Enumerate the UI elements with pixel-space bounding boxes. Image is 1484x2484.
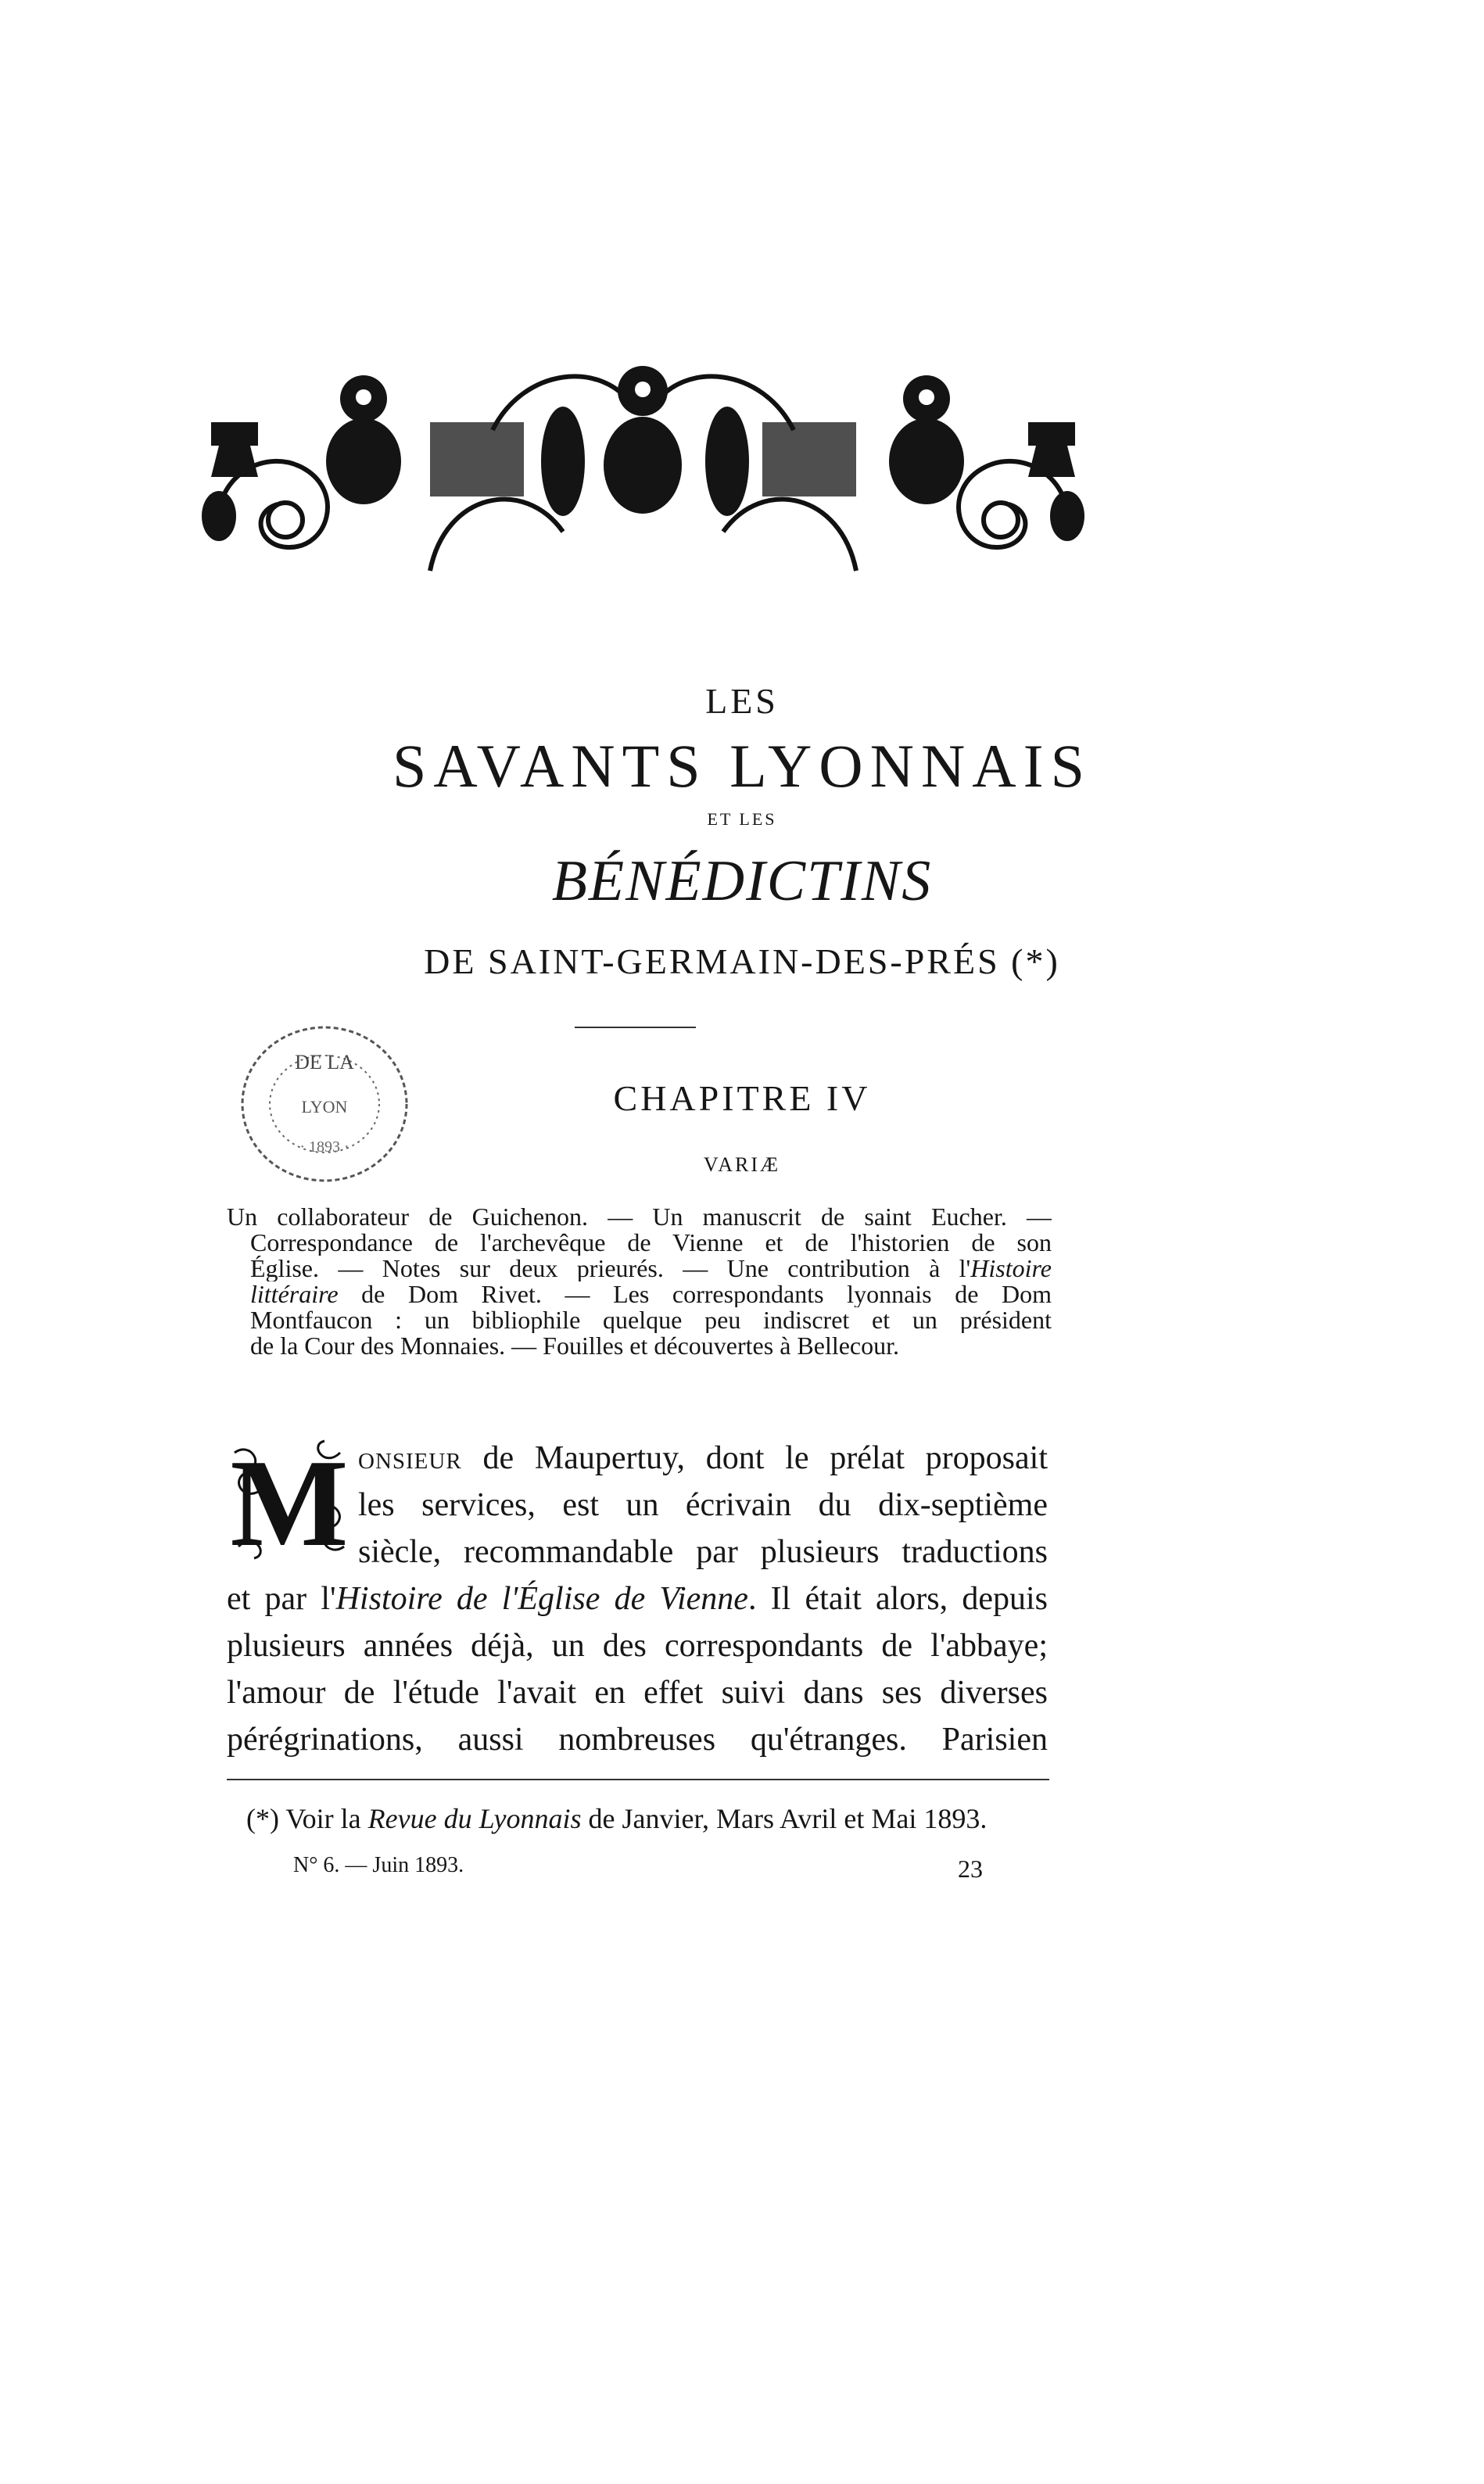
title-saint-germain: DE SAINT-GERMAIN-DES-PRÉS (*) [424, 941, 1060, 981]
chapter-summary [227, 1204, 1052, 1359]
title-et-les: ET LES [707, 809, 777, 829]
svg-text:DE LA: DE LA [295, 1051, 354, 1074]
issue-info: N° 6. — Juin 1893. [293, 1853, 464, 1877]
summary-line: Église. — Notes sur deux prieurés. — Une contribution à l'Histoire [250, 1256, 1052, 1281]
body-line: pérégrinations, aussi nombreuses qu'étranges. Parisien [227, 1722, 1048, 1758]
summary-line: Correspondance de l'archevêque de Vienne et de l'historien de son [250, 1230, 1052, 1256]
body-line: onsieur de Maupertuy, dont le prélat proposait [358, 1440, 1048, 1476]
svg-text:· 1893 ·: · 1893 · [299, 1138, 349, 1156]
svg-text:LYON: LYON [301, 1097, 348, 1117]
summary-line: de la Cour des Monnaies. — Fouilles et découvertes à Bellecour. [250, 1333, 900, 1359]
body-line: plusieurs années déjà, un des correspondants de l'abbaye; [227, 1628, 1048, 1664]
title-savants-lyonnais: SAVANTS LYONNAIS [393, 732, 1091, 800]
summary-line: littéraire de Dom Rivet. — Les correspondants lyonnais de Dom [250, 1281, 1052, 1307]
footnote: (*) Voir la Revue du Lyonnais de Janvier, Mars Avril et Mai 1893. [246, 1803, 988, 1834]
body-line: l'amour de l'étude l'avait en effet suivi dans ses diverses [227, 1675, 1048, 1711]
summary-line: Un collaborateur de Guichenon. — Un manuscrit de saint Eucher. — [227, 1204, 1052, 1230]
svg-text:M: M [230, 1437, 349, 1562]
title-divider [575, 1027, 696, 1028]
title-benedictins: BÉNÉDICTINS [551, 849, 933, 913]
body-line: et par l'Histoire de l'Église de Vienne. Il était alors, depuis [227, 1581, 1048, 1617]
chapter-heading: CHAPITRE IV [613, 1078, 871, 1118]
summary-line: Montfaucon : un bibliophile quelque peu indiscret et un président [250, 1307, 1052, 1333]
ornamental-headpiece [195, 336, 1091, 579]
body-text [227, 1435, 1048, 1763]
footnote-divider [227, 1779, 1049, 1780]
body-line: siècle, recommandable par plusieurs traductions [358, 1534, 1048, 1570]
chapter-subheading: VARIÆ [703, 1153, 781, 1176]
body-line: les services, est un écrivain du dix-septième [358, 1487, 1048, 1523]
page-number: 23 [958, 1855, 983, 1883]
title-line-les: LES [705, 681, 779, 721]
